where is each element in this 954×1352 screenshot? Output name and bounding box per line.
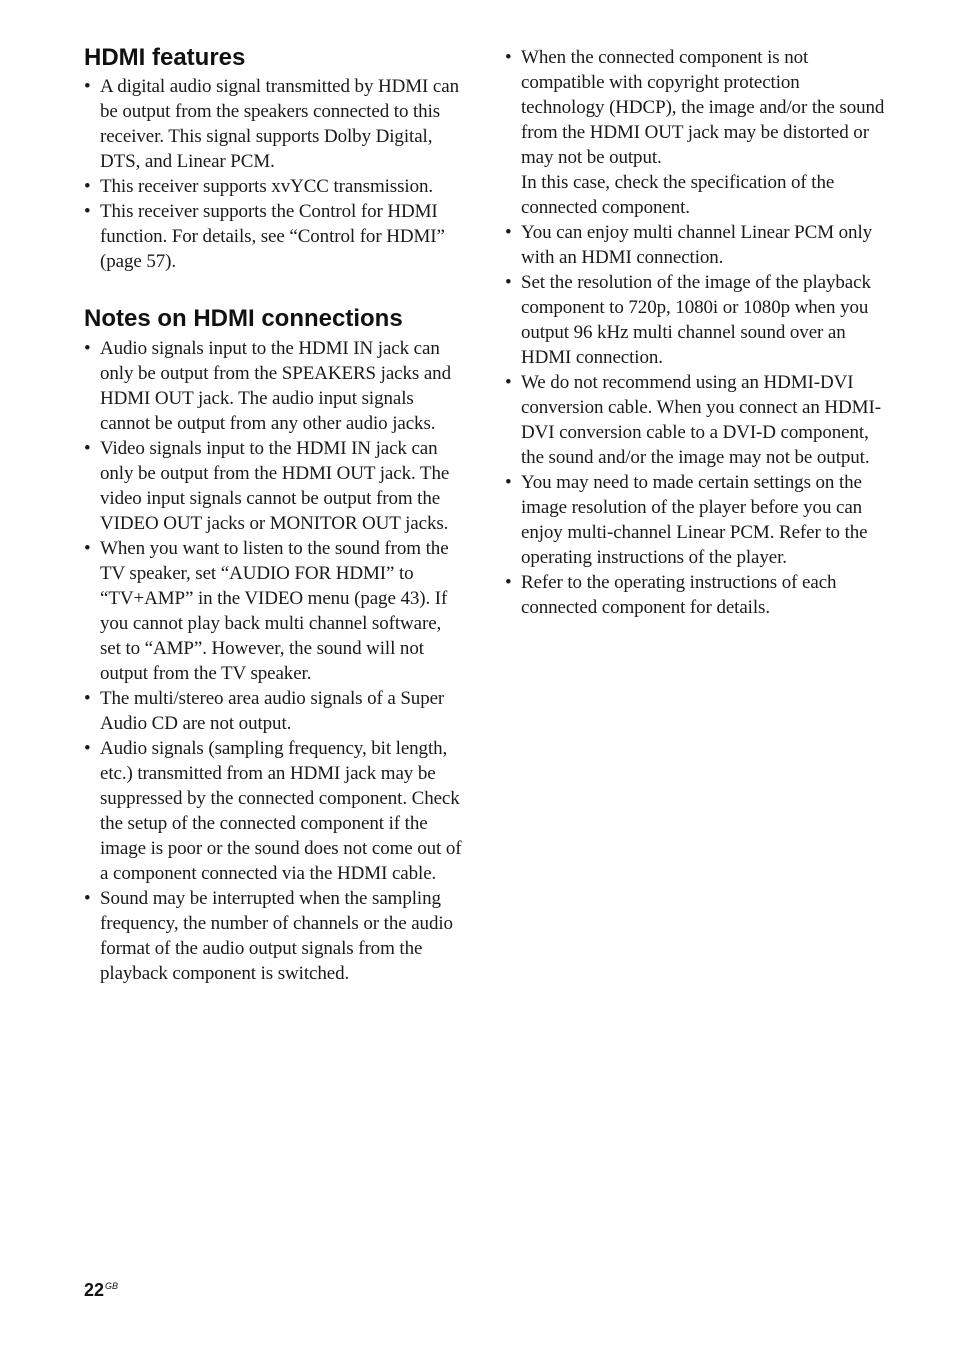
list-item-text: We do not recommend using an HDMI-DVI conversion cable. When you connect an HDMI-DVI conversion cable to a DVI-D component, the sound and/or the image may not be output. bbox=[521, 372, 881, 468]
list-item-subtext: In this case, check the specification of the connected component. bbox=[521, 172, 835, 218]
list-item bbox=[505, 570, 885, 620]
list-item-text: Video signals input to the HDMI IN jack can only be output from the HDMI OUT jack. The video input signals cannot be output from the VIDEO OUT jacks or MONITOR OUT jacks. bbox=[100, 438, 450, 534]
list-item bbox=[505, 370, 885, 470]
list-item-text: You can enjoy multi channel Linear PCM only with an HDMI connection. bbox=[521, 222, 873, 268]
bullet-icon: • bbox=[84, 888, 91, 909]
list-item-text: The multi/stereo area audio signals of a Super Audio CD are not output. bbox=[100, 688, 445, 734]
list-item-text: This receiver supports the Control for HDMI function. For details, see “Control for HDMI” (page 57). bbox=[100, 201, 445, 272]
list-item-text: When you want to listen to the sound from the TV speaker, set “AUDIO FOR HDMI” to “TV+AMP” in the VIDEO menu (page 43). If you cannot play back multi channel software, set to “AMP”. However, the sound will not output from the TV speaker. bbox=[100, 538, 449, 684]
bullet-icon: • bbox=[84, 176, 91, 197]
list-item bbox=[84, 686, 464, 736]
list-item-text: Audio signals (sampling frequency, bit length, etc.) transmitted from an HDMI jack may be suppressed by the connected component. Check the setup of the connected component if the image is poor or the sound does not come out of a component connected via the HDMI cable. bbox=[100, 738, 462, 884]
list-item bbox=[84, 536, 464, 686]
list-item-text: This receiver supports xvYCC transmission. bbox=[100, 176, 434, 197]
bullet-icon: • bbox=[84, 338, 91, 359]
section-heading-notes-on-hdmi-connections: Notes on HDMI connections bbox=[84, 305, 403, 332]
list-item bbox=[84, 199, 464, 274]
list-item-text: Sound may be interrupted when the sampling frequency, the number of channels or the audio format of the audio output signals from the playback component is switched. bbox=[100, 888, 453, 984]
list-item bbox=[84, 74, 464, 174]
list-item bbox=[84, 736, 464, 886]
hdmi-notes-continued-list bbox=[505, 45, 885, 620]
list-item bbox=[505, 470, 885, 570]
bullet-icon: • bbox=[505, 372, 512, 393]
list-item-text: When the connected component is not compatible with copyright protection technology (HDCP), the image and/or the sound from the HDMI OUT jack may be distorted or may not be output. bbox=[521, 47, 885, 168]
page-number bbox=[84, 1280, 118, 1301]
list-item bbox=[84, 174, 464, 199]
list-item bbox=[84, 886, 464, 986]
bullet-icon: • bbox=[84, 738, 91, 759]
page-number-value: 22 bbox=[84, 1280, 105, 1300]
bullet-icon: • bbox=[84, 538, 91, 559]
list-item bbox=[505, 45, 885, 220]
list-item bbox=[84, 336, 464, 436]
list-item bbox=[505, 270, 885, 370]
hdmi-features-list bbox=[84, 74, 464, 274]
bullet-icon: • bbox=[505, 572, 512, 593]
bullet-icon: • bbox=[505, 222, 512, 243]
bullet-icon: • bbox=[84, 201, 91, 222]
hdmi-notes-list bbox=[84, 336, 464, 986]
list-item bbox=[84, 436, 464, 536]
list-item-text: You may need to made certain settings on the image resolution of the player before you can enjoy multi-channel Linear PCM. Refer to the operating instructions of the player. bbox=[521, 472, 868, 568]
list-item-text: Refer to the operating instructions of each connected component for details. bbox=[521, 572, 837, 618]
region-code: GB bbox=[105, 1281, 119, 1291]
bullet-icon: • bbox=[84, 76, 91, 97]
bullet-icon: • bbox=[84, 688, 91, 709]
bullet-icon: • bbox=[505, 272, 512, 293]
bullet-icon: • bbox=[505, 472, 512, 493]
list-item-text: Audio signals input to the HDMI IN jack can only be output from the SPEAKERS jacks and HDMI OUT jack. The audio input signals cannot be output from any other audio jacks. bbox=[100, 338, 451, 434]
section-heading-hdmi-features: HDMI features bbox=[84, 44, 246, 71]
list-item-text: A digital audio signal transmitted by HDMI can be output from the speakers connected to this receiver. This signal supports Dolby Digital, DTS, and Linear PCM. bbox=[100, 76, 459, 172]
bullet-icon: • bbox=[84, 438, 91, 459]
bullet-icon: • bbox=[505, 47, 512, 68]
list-item-text: Set the resolution of the image of the playback component to 720p, 1080i or 1080p when you output 96 kHz multi channel sound over an HDMI connection. bbox=[521, 272, 871, 368]
list-item bbox=[505, 220, 885, 270]
